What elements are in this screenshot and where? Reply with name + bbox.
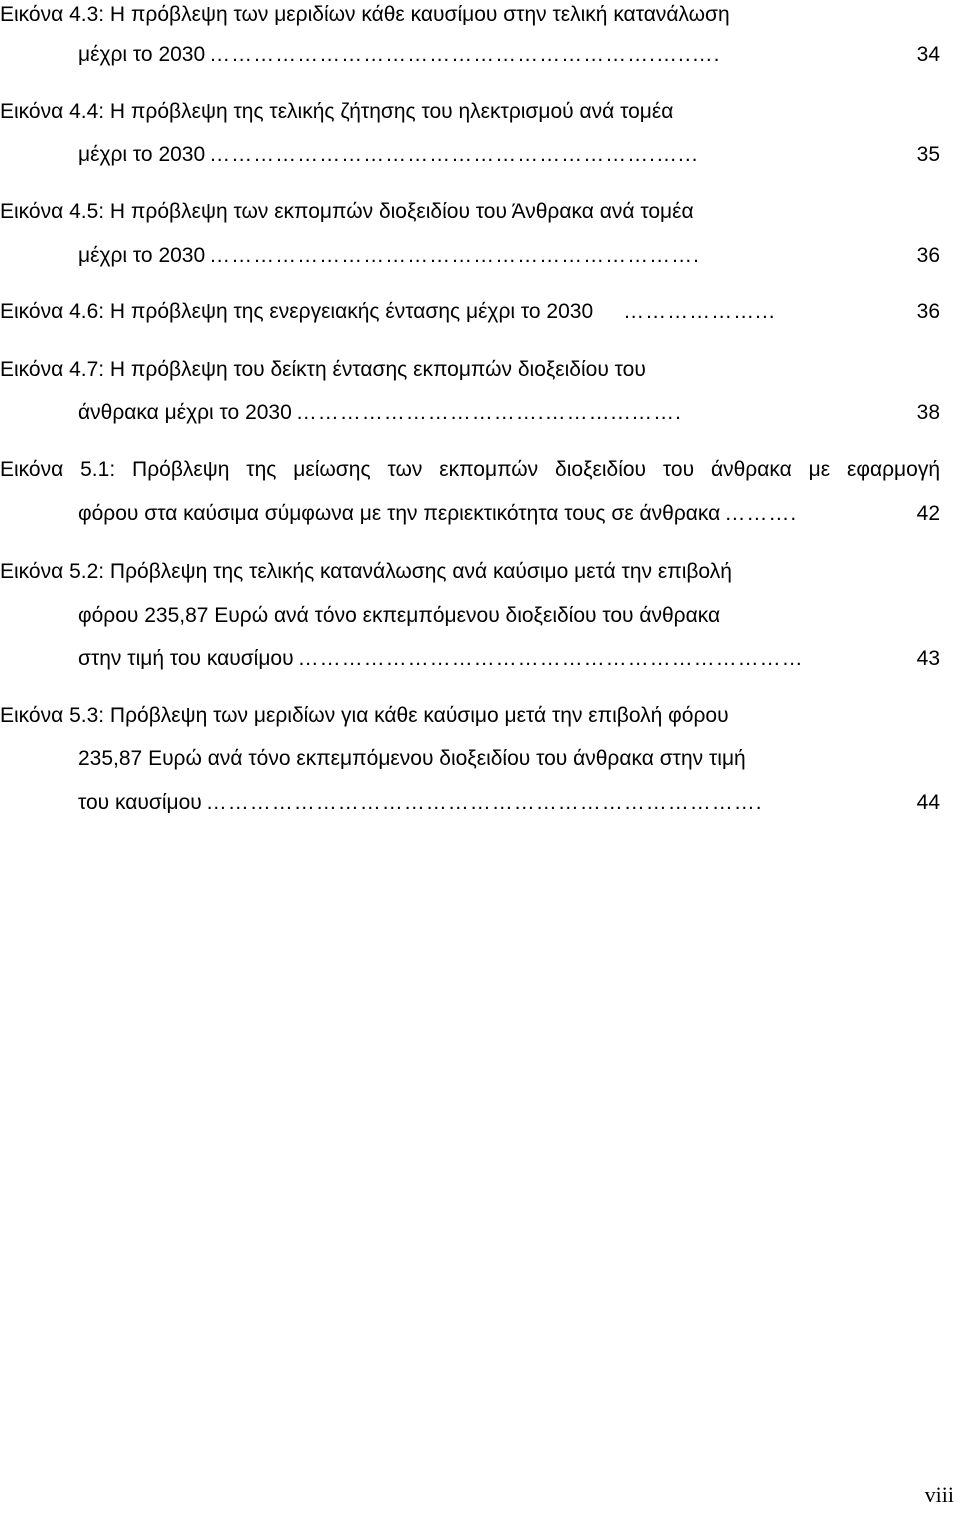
toc-entry-text: του καυσίμου [78, 791, 202, 814]
toc-page-number: 44 [916, 791, 940, 814]
toc-entry-4-3-last-line[interactable] [78, 40, 940, 70]
toc-entry-4-6[interactable] [0, 297, 940, 327]
toc-entry-5-1-last-line[interactable] [78, 499, 940, 529]
toc-entry-4-7-last-line[interactable] [78, 398, 940, 428]
toc-page-number: 36 [916, 244, 940, 267]
toc-entry-5-2-last-line[interactable] [78, 644, 940, 674]
dot-leader: …………………………………………………….…... [209, 143, 699, 166]
toc-entry-text: στην τιμή του καυσίμου [78, 647, 294, 670]
toc-entry-4-4-title: Εικόνα 4.4: Η πρόβλεψη της τελικής ζήτησης του ηλεκτρισμού ανά τομέα [0, 100, 674, 123]
dot-leader: …………………………………………………………………. [205, 791, 763, 814]
toc-entry-4-3-title: Εικόνα 4.3: Η πρόβλεψη των μεριδίων κάθε καυσίμου στην τελική κατανάλωση [0, 3, 730, 26]
toc-entry-4-4-last-line[interactable] [78, 140, 940, 170]
dot-leader: …………………………….………...……. [295, 401, 682, 424]
toc-entry-5-3-last-line[interactable] [78, 788, 940, 818]
toc-page-number: 43 [916, 647, 940, 670]
dot-leader: …………………………………………………………… [297, 647, 804, 670]
toc-entry-4-5-last-line[interactable] [78, 241, 940, 271]
page-number: viii [924, 1482, 954, 1507]
toc-entry-text: φόρου στα καύσιμα σύμφωνα με την περιεκτικότητα τους σε άνθρακα [78, 502, 721, 525]
toc-entry-text: Εικόνα 4.6: Η πρόβλεψη της ενεργειακής έντασης μέχρι το 2030 [0, 300, 594, 323]
toc-entry-text: μέχρι το 2030 [78, 244, 206, 267]
toc-entry-text: μέχρι το 2030 [78, 143, 206, 166]
toc-entry-5-1-title: Εικόνα 5.1: Πρόβλεψη της μείωσης των εκπομπών διοξειδίου του άνθρακα με εφαρμογή [0, 458, 940, 481]
dot-leader: ………………... [623, 300, 776, 323]
toc-entry-5-3-title: Εικόνα 5.3: Πρόβλεψη των μεριδίων για κάθε καύσιμο μετά την επιβολή φόρου [0, 704, 729, 727]
toc-entry-text: μέχρι το 2030 [78, 43, 206, 66]
toc-page-number: 42 [916, 502, 940, 525]
toc-entry-5-2-title: Εικόνα 5.2: Πρόβλεψη της τελικής κατανάλωσης ανά καύσιμο μετά την επιβολή [0, 560, 732, 583]
toc-entry-4-5-title: Εικόνα 4.5: Η πρόβλεψη των εκπομπών διοξειδίου του Άνθρακα ανά τομέα [0, 200, 694, 223]
toc-entry-4-7-title: Εικόνα 4.7: Η πρόβλεψη του δείκτη έντασης εκπομπών διοξειδίου του [0, 358, 646, 381]
toc-page-number: 34 [916, 43, 940, 66]
toc-entry-5-2-line-2: φόρου 235,87 Ευρώ ανά τόνο εκπεμπόμενου διοξειδίου του άνθρακα [78, 604, 721, 627]
toc-page-number: 36 [916, 300, 940, 323]
toc-entry-5-3-line-2: 235,87 Ευρώ ανά τόνο εκπεμπόμενου διοξειδίου του άνθρακα στην τιμή [78, 747, 746, 770]
dot-leader: ………. [724, 502, 798, 525]
toc-page-number: 38 [916, 401, 940, 424]
toc-entry-text: άνθρακα μέχρι το 2030 [78, 401, 292, 424]
dot-leader: …………………………………………………….…..…. [209, 43, 721, 66]
toc-page-number: 35 [916, 143, 940, 166]
dot-leader: …………………………………………………………. [209, 244, 701, 267]
